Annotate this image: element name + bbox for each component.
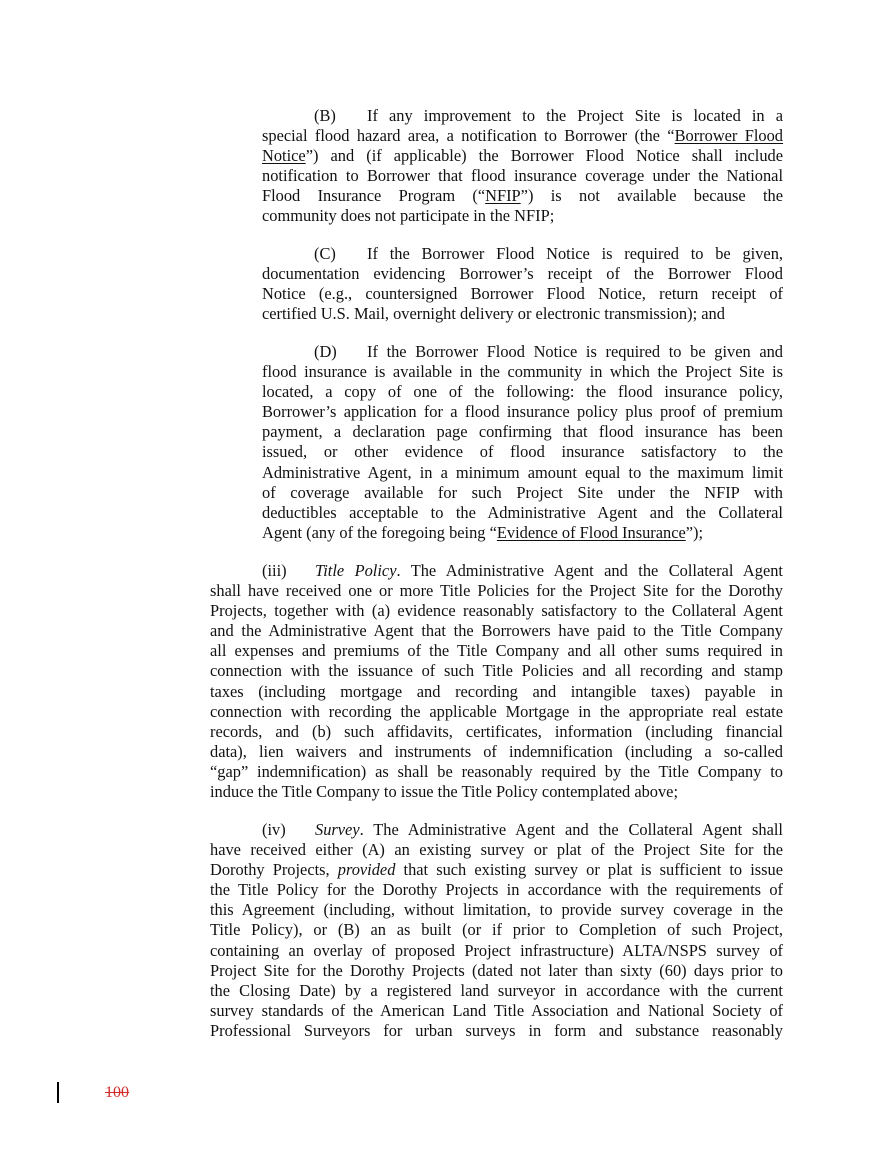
paragraph-c-line-2: documentation evidencing Borrower’s receipt of the Borrower Flood xyxy=(262,264,783,284)
paragraph-c-line-3: Notice (e.g., countersigned Borrower Flood Notice, return receipt of xyxy=(262,284,783,304)
paragraph-iii-line-10: data), lien waivers and instruments of indemnification (including a so-called xyxy=(210,741,783,761)
paragraph-b-line-3: ”) and (if applicable) the Borrower Flood Notice shall include xyxy=(305,146,783,166)
paragraph-d-line-6: issued, or other evidence of flood insurance satisfactory to the xyxy=(262,442,783,462)
paragraph-b-line-5: Flood Insurance Program (“ xyxy=(262,186,486,206)
paragraph-d-line-2: flood insurance is available in the community in which the Project Site is xyxy=(262,362,783,382)
paragraph-iii-line-5: all expenses and premiums of the Title Company and all other sums required in xyxy=(210,641,783,661)
paragraph-iii-line-8: connection with recording the applicable Mortgage in the appropriate real estate xyxy=(210,701,783,721)
survey-heading: Survey xyxy=(315,820,360,839)
paragraph-iii-line-7: taxes (including mortgage and recording and intangible taxes) payable in xyxy=(210,681,783,701)
paragraph-c-label: (C) xyxy=(314,244,336,263)
paragraph-b-line-1: If any improvement to the Project Site is located in a xyxy=(367,106,783,125)
paragraph-c xyxy=(262,244,783,324)
paragraph-iii-line-1: . The Administrative Agent and the Collateral Agent xyxy=(396,561,783,580)
paragraph-iv-line-4: the Title Policy for the Dorothy Projects in accordance with the requirements of xyxy=(210,880,783,900)
paragraph-b-line-4: notification to Borrower that flood insurance coverage under the National xyxy=(262,166,783,186)
paragraph-b-line-6: community does not participate in the NFIP; xyxy=(262,206,555,226)
paragraph-iii-line-12: induce the Title Company to issue the Title Policy contemplated above; xyxy=(210,782,679,802)
paragraph-iv-line-8: Project Site for the Dorothy Projects (dated not later than sixty (60) days prior to xyxy=(210,960,783,980)
paragraph-iv-line-11: Professional Surveyors for urban surveys in form and substance reasonably xyxy=(210,1020,783,1040)
paragraph-c-line-4: certified U.S. Mail, overnight delivery or electronic transmission); and xyxy=(262,304,725,324)
paragraph-iv-line-1: . The Administrative Agent and the Collateral Agent shall xyxy=(359,820,783,839)
paragraph-iv-line-2: have received either (A) an existing survey or plat of the Project Site for the xyxy=(210,840,783,860)
paragraph-b-line-5-end: ”) is not available because the xyxy=(520,186,783,206)
paragraph-iv-line-10: survey standards of the American Land Title Association and National Society of xyxy=(210,1000,783,1020)
paragraph-d-line-10-end: ”); xyxy=(685,522,704,542)
paragraph-iii-line-9: records, and (b) such affidavits, certificates, information (including financial xyxy=(210,721,783,741)
paragraph-d-line-9: deductibles acceptable to the Administrative Agent and the Collateral xyxy=(262,502,783,522)
paragraph-d-line-1: If the Borrower Flood Notice is required to be given and xyxy=(367,342,783,361)
paragraph-iii-title-policy xyxy=(210,561,783,802)
page-number-deleted: 100 xyxy=(105,1084,129,1101)
paragraph-iv-line-3: Dorothy Projects, xyxy=(210,860,338,880)
paragraph-iv-line-7: containing an overlay of proposed Project infrastructure) ALTA/NSPS survey of xyxy=(210,940,783,960)
paragraph-iv-line-9: the Closing Date) by a registered land surveyor in accordance with the current xyxy=(210,980,783,1000)
paragraph-iii-line-11: “gap” indemnification) as shall be reasonably required by the Title Company to xyxy=(210,761,783,781)
paragraph-b xyxy=(262,106,783,227)
paragraph-b-line-2: special flood hazard area, a notification to Borrower (the “ xyxy=(262,126,675,146)
paragraph-c-line-1: If the Borrower Flood Notice is required to be given, xyxy=(367,244,783,263)
paragraph-d xyxy=(262,342,783,543)
borrower-flood-notice-term-cont: Notice xyxy=(262,146,306,166)
borrower-flood-notice-term: Borrower Flood xyxy=(674,126,784,146)
paragraph-iii-line-3: Projects, together with (a) evidence reasonably satisfactory to the Collateral Agent xyxy=(210,601,783,621)
paragraph-iv-label: (iv) xyxy=(262,820,286,839)
paragraph-iii-label: (iii) xyxy=(262,561,287,580)
paragraph-d-line-10: Agent (any of the foregoing being “ xyxy=(262,522,497,542)
paragraph-iv-survey xyxy=(210,820,783,1041)
evidence-of-flood-insurance-term: Evidence of Flood Insurance xyxy=(496,522,686,542)
change-bar xyxy=(57,1082,59,1103)
paragraph-iii-line-6: connection with the issuance of such Title Policies and all recording and stamp xyxy=(210,661,783,681)
paragraph-iv-line-3-end: that such existing survey or plat is sufficient to issue xyxy=(395,860,783,880)
paragraph-iii-line-2: shall have received one or more Title Policies for the Project Site for the Dorothy xyxy=(210,581,783,601)
provided-term: provided xyxy=(337,860,396,880)
paragraph-d-label: (D) xyxy=(314,342,337,361)
paragraph-b-label: (B) xyxy=(314,106,336,125)
paragraph-d-line-4: Borrower’s application for a flood insurance policy plus proof of premium xyxy=(262,402,783,422)
paragraph-d-line-8: of coverage available for such Project Site under the NFIP with xyxy=(262,482,783,502)
nfip-term: NFIP xyxy=(485,186,521,206)
paragraph-iv-line-6: Title Policy), or (B) an as built (or if prior to Completion of such Project, xyxy=(210,920,783,940)
title-policy-heading: Title Policy xyxy=(315,561,397,580)
paragraph-iii-line-4: and the Administrative Agent that the Borrowers have paid to the Title Company xyxy=(210,621,783,641)
paragraph-d-line-7: Administrative Agent, in a minimum amount equal to the maximum limit xyxy=(262,462,783,482)
paragraph-iv-line-5: this Agreement (including, without limitation, to provide survey coverage in the xyxy=(210,900,783,920)
paragraph-d-line-3: located, a copy of one of the following: the flood insurance policy, xyxy=(262,382,783,402)
paragraph-d-line-5: payment, a declaration page confirming that flood insurance has been xyxy=(262,422,783,442)
